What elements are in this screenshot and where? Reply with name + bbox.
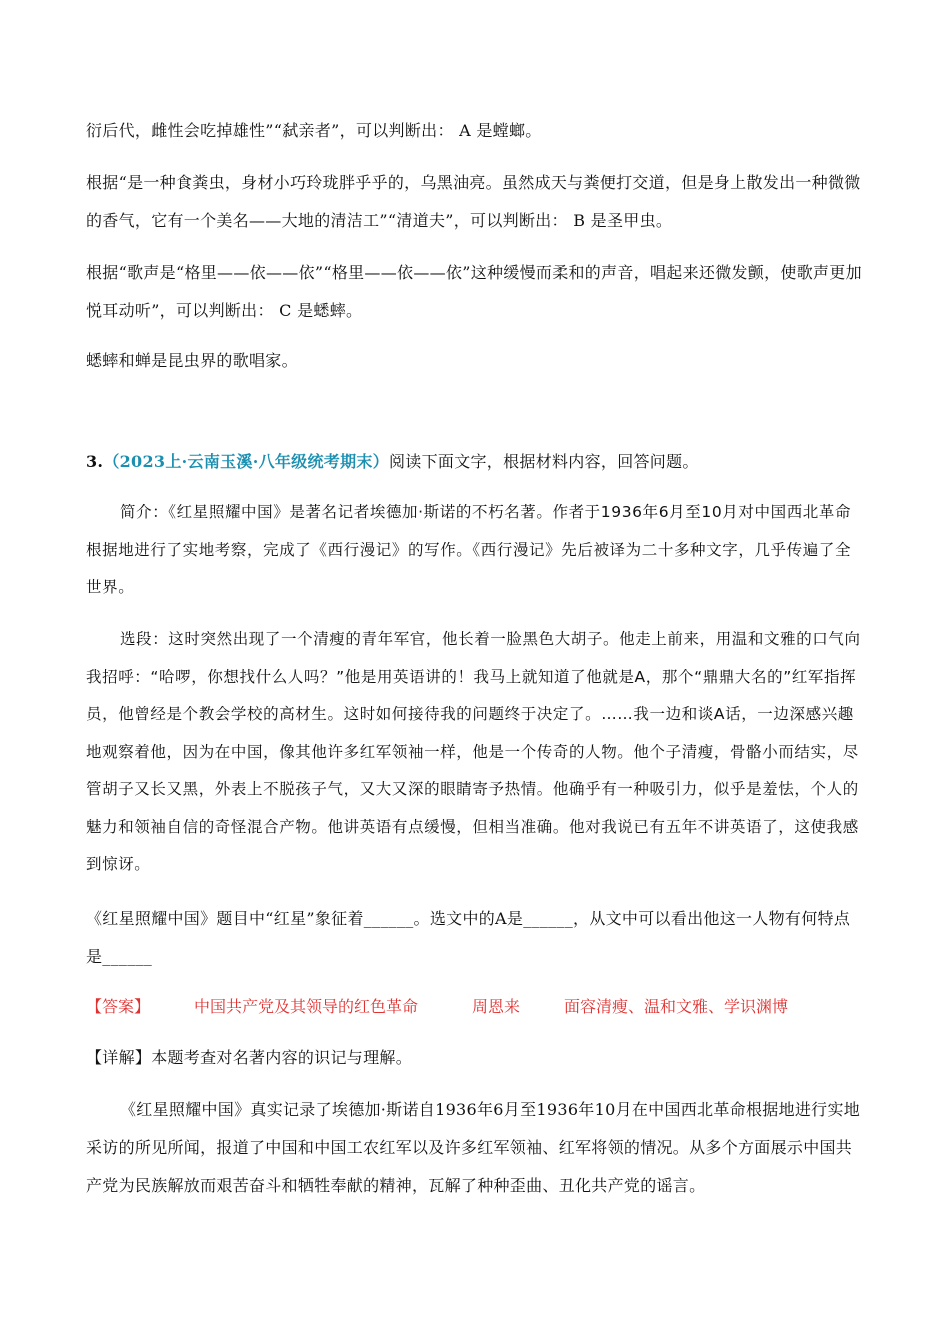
reading-intro: 简介：《红星照耀中国》是著名记者埃德加·斯诺的不朽名著。作者于1936年6月至10月对中国西北革命根据地进行了实地考察，完成了《西行漫记》的写作。《西行漫记》先后被译为二十多种文字，几乎传遍了全世界。 [86, 503, 852, 596]
question-number: 3. [86, 452, 104, 471]
question-prompt: 阅读下面文字，根据材料内容，回答问题。 [389, 452, 699, 471]
paragraph-mantis-conclusion: 衍后代，雌性会吃掉雄性”“弑亲者”，可以判断出： A 是螳螂。 [86, 121, 542, 140]
paragraph-singers-note: 蟋蟀和蝉是昆虫界的歌唱家。 [86, 351, 298, 370]
fill-blank-question: 《红星照耀中国》题目中“红星”象征着______。选文中的A是______，从文中可以看出他这一人物有何特点是______ [86, 909, 851, 966]
answer-label: 【答案】 [86, 997, 151, 1016]
paragraph-cricket-conclusion: 根据“歌声是“格里——依——依”“格里——依——依”这种缓慢而柔和的声音，唱起来还微发颤，使歌声更加悦耳动听”，可以判断出： C 是蟋蟀。 [86, 263, 862, 320]
answer-item-2: 周恩来 [472, 997, 521, 1016]
question-source: （2023上·云南玉溪·八年级统考期末） [103, 452, 389, 471]
reading-excerpt: 选段：这时突然出现了一个清瘦的青年军官，他长着一脸黑色大胡子。他走上前来，用温和文雅的口气向我招呼：“哈啰，你想找什么人吗？”他是用英语讲的！我马上就知道了他就是A，那个“鼎鼎大名的”红军指挥员，他曾经是个教会学校的高材生。这时如何接待我的问题终于决定了。……我一边和谈A话，一边深感兴趣地观察着他，因为在中国，像其他许多红军领袖一样，他是一个传奇的人物。他个子清瘦，骨骼小而结实，尽管胡子又长又黑，外表上不脱孩子气，又大又深的眼睛寄予热情。他确乎有一种吸引力，似乎是羞怯，个人的魅力和领袖自信的奇怪混合产物。他讲英语有点缓慢，但相当准确。他对我说已有五年不讲英语了，这使我感到惊讶。 [86, 630, 861, 873]
detail-body: 《红星照耀中国》真实记录了埃德加·斯诺自1936年6月至1936年10月在中国西北革命根据地进行实地采访的所见所闻，报道了中国和中国工农红军以及许多红军领袖、红军将领的情况。从多个方面展示中国共产党为民族解放而艰苦奋斗和牺牲奉献的精神，瓦解了种种歪曲、丑化共产党的谣言。 [86, 1100, 861, 1195]
question-header [86, 443, 866, 481]
answer-row [86, 988, 866, 1026]
answer-item-3: 面容清瘦、温和文雅、学识渊博 [564, 997, 789, 1016]
answer-item-1: 中国共产党及其领导的红色革命 [194, 997, 419, 1016]
paragraph-scarab-conclusion: 根据“是一种食粪虫，身材小巧玲珑胖乎乎的，乌黑油亮。虽然成天与粪便打交道，但是身上散发出一种微微的香气，它有一个美名——大地的清洁工”“清道夫”，可以判断出： B 是圣甲虫。 [86, 173, 861, 230]
detail-label: 【详解】本题考查对名著内容的识记与理解。 [86, 1048, 413, 1067]
